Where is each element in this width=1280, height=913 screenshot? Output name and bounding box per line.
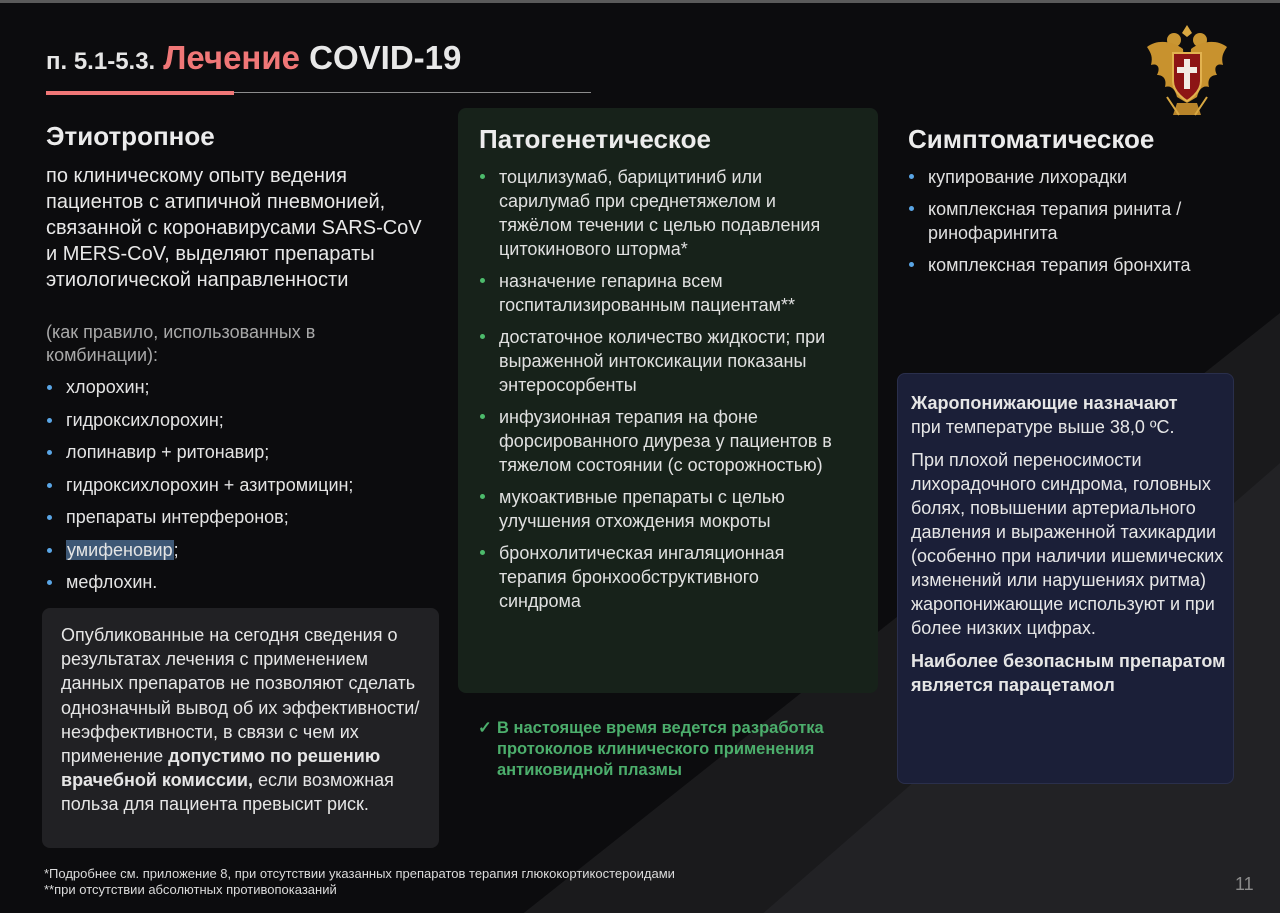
list-item — [46, 506, 436, 539]
list-item-text: лопинавир + ритонавир; — [66, 442, 270, 462]
antipyretic-paragraph-1 — [911, 391, 1229, 439]
etiotropic-drug-list — [46, 376, 436, 604]
note-text: Опубликованные на сегодня сведения о результатах лечения с применением данных препаратов не позволяют сделать однозначный вывод об их эффективности/неэффективности, в связи с чем их применение — [61, 625, 420, 767]
title-main: COVID-19 — [309, 39, 462, 76]
pathogenetic-list — [479, 165, 839, 621]
antipyretic-text — [911, 391, 1229, 706]
list-item: комплексная терапия бронхита — [908, 253, 1238, 277]
list-item: достаточное количество жидкости; при выраженной интоксикации показаны энтеросорбенты — [479, 325, 839, 397]
list-item: комплексная терапия ринита / ринофарингита — [908, 197, 1238, 245]
safest-drug: Наиболее безопасным препаратом является парацетамол — [911, 651, 1226, 695]
list-item-text: гидроксихлорохин + азитромицин; — [66, 474, 354, 495]
list-item — [46, 474, 436, 507]
symptomatic-list — [908, 165, 1238, 285]
title-underline-accent — [46, 91, 234, 95]
etiotropic-lead-note: (как правило, использованных в комбинации): — [46, 322, 316, 365]
symptomatic-heading: Симптоматическое — [908, 124, 1155, 154]
list-item-text: гидроксихлорохин; — [66, 409, 224, 430]
list-item: тоцилизумаб, барицитиниб или сарилумаб при среднетяжелом и тяжёлом течении с целью подавления цитокинового шторма* — [479, 165, 839, 261]
antipyretic-paragraph-2: При плохой переносимости лихорадочного синдрома, головных болях, повышении артериального давления и выраженной тахикардии (особенно при наличии ишемических изменений или нарушениях ритма) жаропонижающие используют и при более низких цифрах. — [911, 450, 1224, 638]
list-item: назначение гепарина всем госпитализированным пациентам** — [479, 269, 839, 317]
antipyretic-paragraph-3 — [911, 649, 1229, 697]
footnote-1: *Подробнее см. приложение 8, при отсутствии указанных препаратов терапия глюкокортикостероидами — [44, 866, 675, 881]
note-tail: если возможная польза для пациента превысит риск. — [61, 770, 394, 815]
plasma-note-text: В настоящее время ведется разработка протоколов клинического применения антиковидной плазмы — [497, 719, 824, 779]
plasma-note — [478, 718, 878, 779]
list-item-suffix: ; — [173, 539, 179, 560]
list-item-text: препараты интерферонов; — [66, 507, 289, 527]
antipyretic-bold: Жаропонижающие назначают — [911, 393, 1178, 413]
list-item — [46, 441, 436, 474]
list-item: бронхолитическая ингаляционная терапия бронхообструктивного синдрома — [479, 541, 839, 613]
list-item: инфузионная терапия на фоне форсированного диуреза у пациентов в тяжелом состоянии (с осторожностью) — [479, 405, 839, 477]
list-item — [46, 376, 436, 409]
page-number: 11 — [1235, 874, 1254, 894]
list-item-text: мефлохин. — [66, 572, 158, 592]
etiotropic-heading: Этиотропное — [46, 121, 215, 151]
page-title — [46, 39, 461, 77]
list-item — [46, 409, 436, 442]
note-bold: допустимо по решению врачебной комиссии, — [61, 746, 381, 791]
section-number: п. 5.1-5.3. — [46, 48, 156, 75]
list-item: купирование лихорадки — [908, 165, 1238, 189]
list-item: мукоактивные препараты с целью улучшения отхождения мокроты — [479, 485, 839, 533]
efficacy-note-text — [61, 623, 431, 817]
highlighted-text[interactable]: умифеновир — [67, 539, 173, 560]
check-icon: ✓ — [478, 719, 492, 737]
footnotes — [44, 866, 675, 898]
antipyretic-threshold: при температуре выше 38,0 ºC. — [911, 417, 1175, 437]
footnote-2: **при отсутствии абсолютных противопоказаний — [44, 882, 337, 897]
list-item-text: хлорохин; — [66, 377, 150, 397]
etiotropic-lead: по клиническому опыту ведения пациентов с атипичной пневмонией, связанной с коронавирусами SARS-CoV и MERS-CoV, выделяют препараты этиологической направленности — [46, 165, 422, 291]
pathogenetic-heading: Патогенетическое — [479, 124, 711, 154]
list-item — [46, 539, 436, 572]
coat-of-arms-icon — [1143, 23, 1231, 119]
title-accent: Лечение — [163, 39, 300, 76]
list-item — [46, 571, 436, 604]
